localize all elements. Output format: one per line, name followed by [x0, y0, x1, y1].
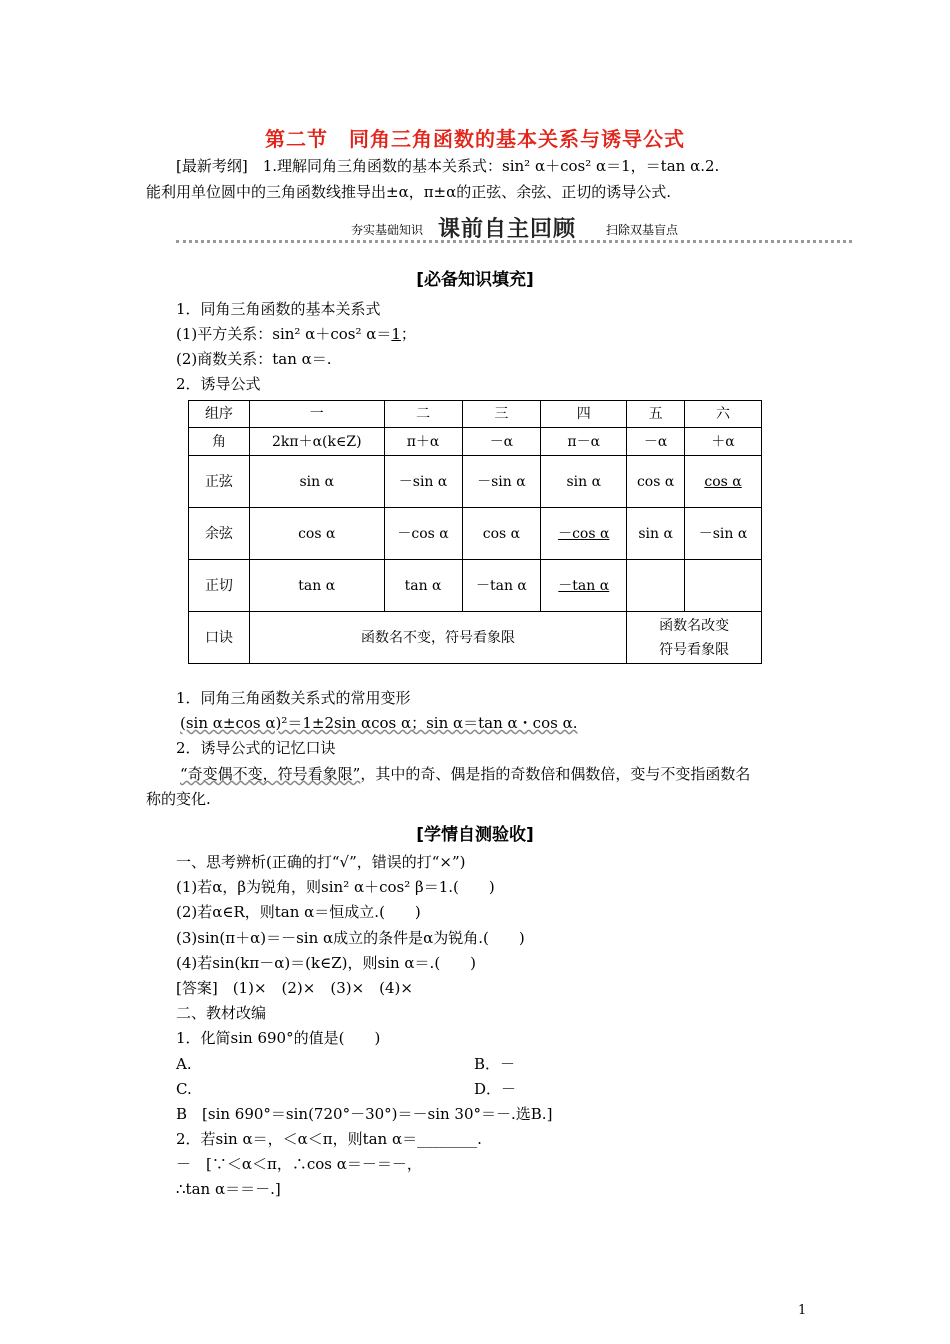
table-cell: －sin α	[384, 456, 462, 508]
item-basic-relations: 1．同角三角函数的基本关系式	[176, 300, 381, 318]
banner-left-text: 夯实基础知识	[351, 223, 424, 237]
solution-1: B [sin 690°＝sin(720°－30°)＝－sin 30°＝－.选B.]	[176, 1105, 553, 1123]
table-row-cosine	[189, 508, 762, 560]
table-cell: 五	[627, 401, 685, 428]
table-cell: 三	[462, 401, 541, 428]
judgement-question-4: (4)若sin(kπ－α)＝(k∈Z)，则sin α＝.( )	[176, 954, 477, 972]
mnemonic-line-2: 符号看象限	[659, 641, 730, 658]
table-cell: 正弦	[189, 456, 250, 508]
table-cell: 角	[189, 428, 250, 456]
table-cell: π＋α	[384, 428, 462, 456]
table-cell: tan α	[249, 560, 384, 612]
part-judgement-title: 一、思考辨析(正确的打“√”，错误的打“×”)	[176, 853, 466, 871]
note-mnemonic-cont: 称的变化.	[146, 790, 211, 808]
table-cell: 一	[249, 401, 384, 428]
table-cell	[627, 560, 685, 612]
table-cell: cos α	[249, 508, 384, 560]
section-header-selftest: [学情自测验收]	[416, 825, 534, 845]
table-cell: －sin α	[685, 508, 762, 560]
syllabus-line-1: [最新考纲] 1.理解同角三角函数的基本关系式：sin² α＋cos² α＝1，＝tan α.2.	[176, 157, 720, 175]
note-variants-formula-text: (sin α±cos α)²＝1±2sin αcos α；sin α＝tan α・cos α.	[180, 714, 578, 732]
table-cell: cos α	[462, 508, 541, 560]
table-cell: －sin α	[462, 456, 541, 508]
table-cell: sin α	[627, 508, 685, 560]
square-relation-answer: 1	[391, 325, 401, 343]
table-cell: 正切	[189, 560, 250, 612]
judgement-answer: [答案] (1)× (2)× (3)× (4)×	[176, 979, 413, 997]
table-cell	[627, 612, 762, 664]
table-row-tangent	[189, 560, 762, 612]
table-row-sine	[189, 456, 762, 508]
solution-2-line-2: ∴tan α＝＝－.]	[176, 1180, 281, 1198]
table-cell: 函数名不变，符号看象限	[249, 612, 626, 664]
square-relation	[176, 324, 416, 344]
section-banner	[176, 212, 852, 244]
option-a: A.	[176, 1055, 192, 1073]
table-cell: 六	[685, 401, 762, 428]
square-relation-end: ；	[400, 325, 416, 343]
table-cell-answer: cos α	[685, 456, 762, 508]
mnemonic-line-1: 函数名改变	[659, 617, 730, 634]
part-textbook-title: 二、教材改编	[176, 1004, 267, 1022]
table-cell: －cos α	[384, 508, 462, 560]
note-variants-formula	[180, 713, 577, 733]
option-b: B．－	[474, 1055, 516, 1073]
judgement-question-1: (1)若α，β为锐角，则sin² α＋cos² β＝1.( )	[176, 878, 495, 896]
note-mnemonic-title: 2．诱导公式的记忆口诀	[176, 739, 336, 757]
table-cell: 二	[384, 401, 462, 428]
banner-right-text: 扫除双基盲点	[606, 223, 679, 237]
table-cell: 口诀	[189, 612, 250, 664]
solution-2-line-1: － [∵＜α＜π，∴cos α＝－＝－，	[176, 1155, 422, 1173]
note-mnemonic-quote: “奇变偶不变，符号看象限”	[180, 765, 361, 783]
table-cell: －α	[627, 428, 685, 456]
table-cell	[685, 560, 762, 612]
table-cell-answer: －cos α	[541, 508, 627, 560]
banner-title: 课前自主回顾	[438, 217, 577, 242]
syllabus-line-2: 能利用单位圆中的三角函数线推导出±α，π±α的正弦、余弦、正切的诱导公式.	[146, 183, 672, 201]
table-cell: π－α	[541, 428, 627, 456]
table-cell: 余弦	[189, 508, 250, 560]
problem-2: 2．若sin α＝，＜α＜π，则tan α＝________.	[176, 1130, 482, 1148]
note-mnemonic-explain: ，其中的奇、偶是指的奇数倍和偶数倍，变与不变指函数名	[360, 765, 751, 783]
table-cell-answer: －tan α	[541, 560, 627, 612]
note-mnemonic-text	[180, 764, 750, 784]
table-cell: cos α	[627, 456, 685, 508]
page-title: 第二节 同角三角函数的基本关系与诱导公式	[265, 127, 685, 151]
table-cell: 四	[541, 401, 627, 428]
table-cell: －tan α	[462, 560, 541, 612]
note-variants-title: 1．同角三角函数关系式的常用变形	[176, 689, 411, 707]
table-cell: 2kπ＋α(k∈Z)	[249, 428, 384, 456]
table-cell: tan α	[384, 560, 462, 612]
judgement-question-3: (3)sin(π＋α)＝－sin α成立的条件是α为锐角.( )	[176, 929, 525, 947]
quotient-relation: (2)商数关系：tan α＝.	[176, 350, 332, 368]
judgement-question-2: (2)若α∈R，则tan α＝恒成立.( )	[176, 903, 421, 921]
option-c: C.	[176, 1080, 192, 1098]
section-header-knowledge: [必备知识填充]	[416, 270, 534, 290]
option-d: D．－	[474, 1080, 517, 1098]
banner-divider	[176, 240, 852, 243]
item-induction-formulas: 2．诱导公式	[176, 375, 261, 393]
induction-formula-table	[188, 400, 762, 664]
table-cell: sin α	[249, 456, 384, 508]
table-cell: －α	[462, 428, 541, 456]
table-row-mnemonic	[189, 612, 762, 664]
table-cell: 组序	[189, 401, 250, 428]
table-cell: ＋α	[685, 428, 762, 456]
square-relation-text: (1)平方关系：sin² α＋cos² α＝	[176, 325, 392, 343]
table-row-angle	[189, 428, 762, 456]
table-cell: sin α	[541, 456, 627, 508]
table-row-group	[189, 401, 762, 428]
page-number: 1	[798, 1303, 807, 1318]
problem-1: 1．化简sin 690°的值是( )	[176, 1029, 381, 1047]
